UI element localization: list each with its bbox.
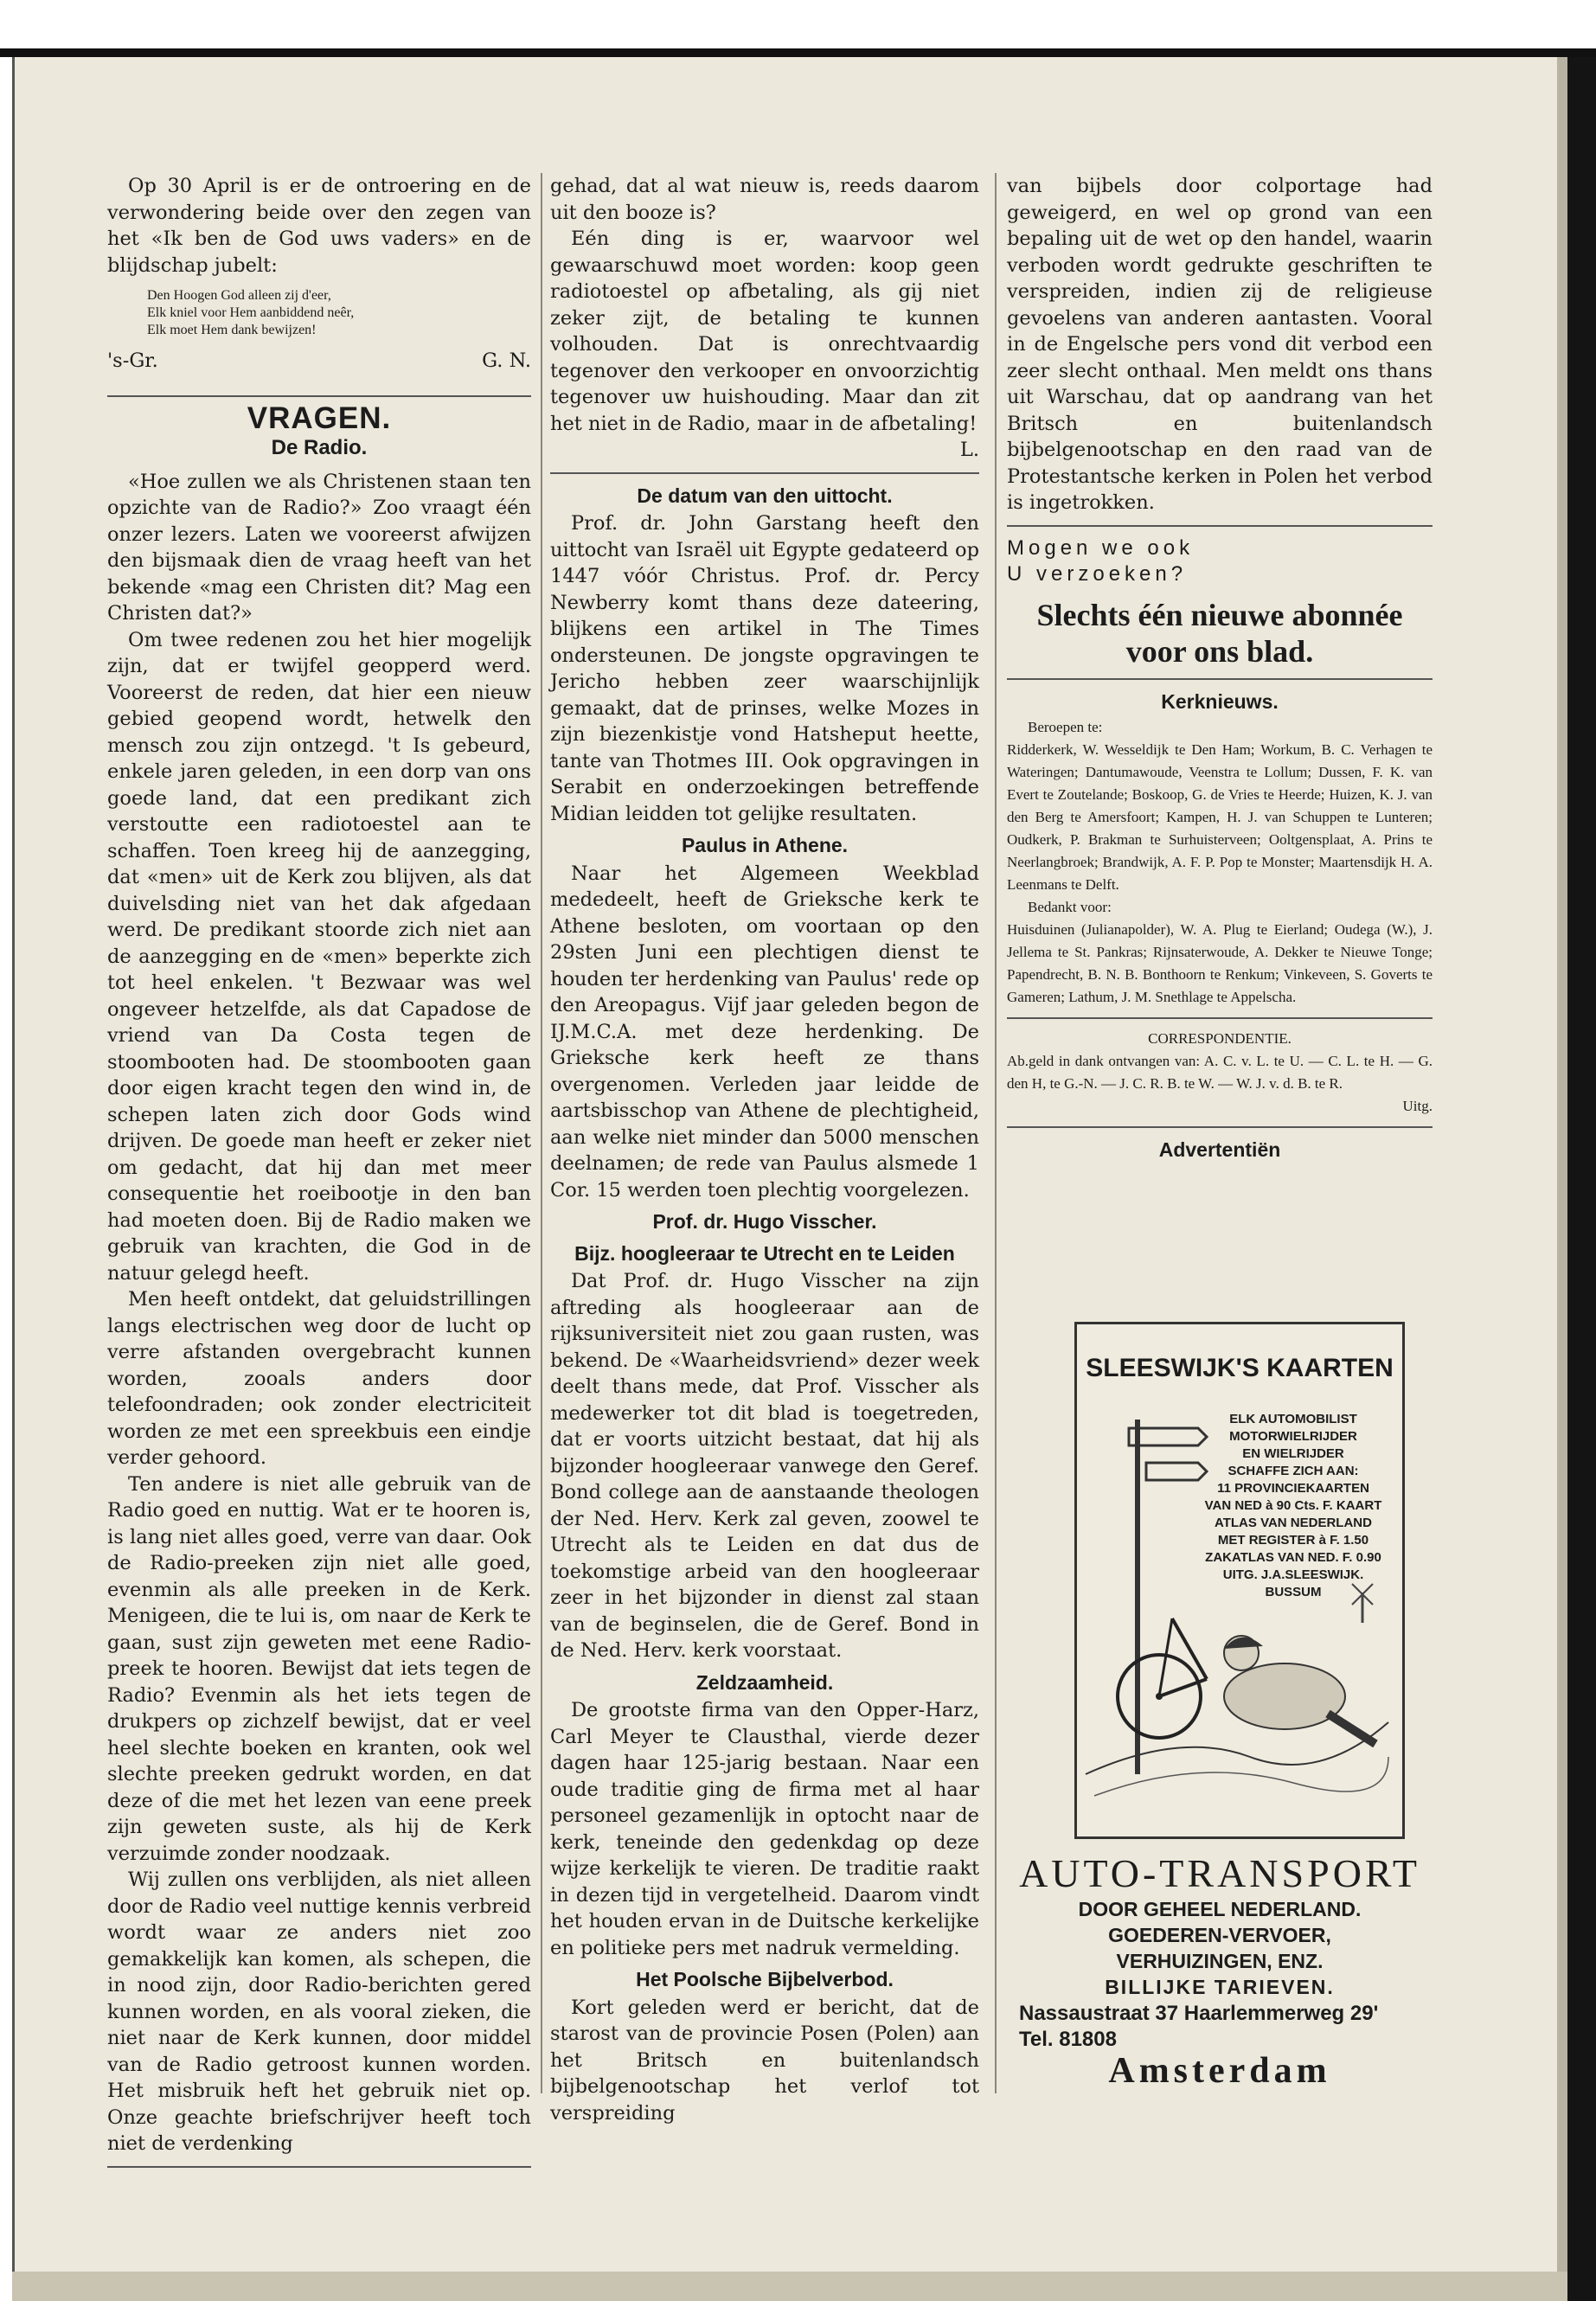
poem-line: Den Hoogen God alleen zij d'eer, (147, 288, 331, 303)
paragraph: Kort geleden werd er bericht, dat de starost van de provincie Posen (Polen) aan het Britsch en buitenlandsch bijbelgenootschap het verlof tot verspreiding (550, 1996, 979, 2125)
heading-kerknieuws: Kerknieuws. (1161, 689, 1279, 713)
intro-text: Op 30 April is er de ontroering en de verwondering beide over den zegen van het «Ik ben de God uws vaders» en de blijdschap jubelt: (107, 175, 531, 277)
paragraph: Eén ding is er, waarvoor wel gewaarschuwd moet worden: koop geen radiotoestel op afbetaling, als gij niet zeker zijt, de betaling te kunnen volhouden. Dat is onrechtvaardig tegenover den verkooper en onvoorzichtig tegenover uw huishouding. Maar dan zit het niet in de Radio, maar in de afbetaling! (550, 228, 979, 435)
paragraph: van bijbels door colportage had geweigerd, en wel op grond van een bepaling uit de wet op den handel, waarin verboden wordt gedrukte geschriften te verspreiden, indien zij de religieuse gevoelens van anderen aantasten. Vooral in de Engelsche pers vond dit verbod een zeer slecht onthaal. Men meldt ons thans uit Warschau, dat op aandrang van het Britsch en buitenlandsch bijbelgenootschap en den raad van de Protestantsche kerken in Polen het verbod is ingetrokken. (1007, 175, 1433, 514)
heading-prof: Prof. dr. Hugo Visscher. (652, 1210, 877, 1233)
heading-prof-sub: Bijz. hoogleeraar te Utrecht en te Leiden (574, 1241, 955, 1265)
ad-text-lines (1195, 1411, 1392, 1601)
divider (1007, 1126, 1433, 1128)
mogen-line-1: Mogen we ook (1007, 535, 1195, 560)
column-2 (550, 173, 979, 2126)
initials: G. N. (482, 349, 531, 372)
place: 's-Gr. (107, 349, 158, 372)
auto-line: DOOR GEHEEL NEDERLAND. (1078, 1898, 1362, 1920)
auto-address: Nassaustraat 37 Haarlemmerweg 29' (1019, 2002, 1379, 2025)
scan-top-border (0, 48, 1596, 57)
section-title-vragen: VRAGEN. (247, 401, 392, 435)
column-rule-2 (995, 173, 997, 2093)
column-rule-1 (541, 173, 542, 2093)
scan-background-top (0, 0, 1596, 52)
mogen-line-2: U verzoeken? (1007, 562, 1188, 586)
auto-title: AUTO-TRANSPORT (1019, 1851, 1420, 1895)
subtitle-radio: De Radio. (271, 436, 368, 459)
auto-line: GOEDEREN-VERVOER, (1108, 1924, 1331, 1946)
paragraph: «Hoe zullen we als Christenen staan ten opzichte van de Radio?» Zoo vraagt één onzer lezers. Laten we vooreerst afwijzen den bijsmaak dien de vraag heeft van het bekende «mag een Christen dit? Mag een Christen dat?» (107, 470, 531, 625)
divider (1007, 525, 1433, 527)
auto-phone: Tel. 81808 (1019, 2028, 1117, 2051)
beroepen-list: Ridderkerk, W. Wesseldijk te Den Ham; Workum, B. C. Verhagen te Wateringen; Dantumawoude, Veenstra te Lollum; Dussen, F. K. van Evert te Zoutelande; Boskoop, G. de Vries te Heerde; Huizen, K. J. van den Berg te Amersfoort; Kampen, H. J. van Schuppen te Lunteren; Oudkerk, P. Brakman te Surhuisterveen; Ooltgensplaat, A. Prins te Neerlangbroek; Brandwijk, A. F. P. Pop te Monster; Maartensdijk H. A. Leenmans te Delft. (1007, 741, 1433, 893)
ad-line: MET REGISTER à F. 1.50 (1217, 1533, 1369, 1548)
sleeswijk-advertisement (1074, 1322, 1405, 1839)
ad-title: SLEESWIJK'S KAARTEN (1086, 1354, 1394, 1382)
paragraph: gehad, dat al wat nieuw is, reeds daarom uit den booze is? (550, 175, 979, 224)
heading-correspondentie: CORRESPONDENTIE. (1148, 1030, 1292, 1047)
divider (1007, 1017, 1433, 1019)
heading-zeldzaamheid: Zeldzaamheid. (695, 1670, 834, 1694)
ad-line: ZAKATLAS VAN NED. F. 0.90 (1205, 1550, 1381, 1565)
scan-right-border (1567, 57, 1596, 2301)
poem-line: Elk kniel voor Hem aanbiddend neêr, (147, 305, 355, 320)
ad-line: EN WIELRIJDER (1242, 1446, 1344, 1461)
scan-bottom-strip (12, 2272, 1567, 2301)
kerknieuws-block (1007, 716, 1433, 1009)
auto-transport-advertisement (1007, 1851, 1433, 2090)
correspondentie-text: Ab.geld in dank ontvangen van: A. C. v. L. te U. — C. L. te H. — G. den H, te G.-N. — J. C. R. B. te W. — W. J. v. d. B. te R. (1007, 1053, 1433, 1092)
poem (147, 287, 531, 339)
ad-line: SCHAFFE ZICH AAN: (1227, 1464, 1359, 1478)
bedankt-label: Bedankt voor: (1028, 899, 1112, 915)
ad-line: ELK AUTOMOBILIST (1229, 1412, 1357, 1426)
paragraph: Wij zullen ons verblijden, als niet alleen door de Radio veel nuttige kennis verbreid wordt waar ze anders niet zoo gemakkelijk kan komen, als schepen, die in nood zijn, door Radio-berichten gered kunnen worden, en als vooral zieken, die niet naar de Kerk kunnen, door middel van de Radio getroost kunnen worden. Het misbruik heft het gebruik niet op. Onze geachte briefschrijver heeft toch niet de verdenking (107, 1868, 531, 2155)
paragraph: Prof. dr. John Garstang heeft den uittocht van Israël uit Egypte gedateerd op 1447 vóór Christus. Prof. dr. Percy Newberry komt thans deze dateering, blijkens een artikel in The Times ondersteunen. De jongste opgravingen te Jericho hebben zeer waarschijnlijk gemaakt, dat de prinses, welke Mozes in zijn biezenkistje vond Hatsheput heette, tante van Thotmes III. Ook opgravingen in Serabit en onderzoekingen betreffende Midian leidden tot gelijke resultaten. (550, 512, 979, 825)
heading-poolsche: Het Poolsche Bijbelverbod. (636, 1968, 894, 1990)
heading-advertenties: Advertentiën (1158, 1138, 1281, 1161)
auto-line: BILLIJKE TARIEVEN. (1105, 1976, 1335, 1998)
paragraph: Dat Prof. dr. Hugo Visscher na zijn aftreding als hoogleeraar aan de rijksuniversiteit niet zou gaan rusten, was bekend. De «Waarheidsvriend» dezer week deelt thans mede, dat Prof. Visscher als medewerker tot dit blad is toegetreden, dat er voorts uitzicht bestaat, dat hij als bijzonder hoogleeraar vanwege den Geref. Bond college aan de aanstaande theologen der Ned. Herv. Kerk zal geven, zoowel te Utrecht als te Leiden en dat dus de toekomstige arbeid van den hoogleeraar zeer in het bijzonder in dienst zal staan van de beginselen, die de Geref. Bond in de Ned. Herv. kerk voorstaat. (550, 1270, 979, 1662)
beroepen-label: Beroepen te: (1028, 719, 1103, 735)
auto-line: VERHUIZINGEN, ENZ. (1116, 1950, 1324, 1972)
auto-city: Amsterdam (1108, 2051, 1331, 2091)
column-1 (107, 173, 531, 2176)
divider (107, 395, 531, 397)
bedankt-list: Huisduinen (Julianapolder), W. A. Plug te Eierland; Oudega (W.), J. Jellema te St. Pankras; Rijnsaterwoude, A. Dekker te Nieuwe Tonge; Papendrecht, B. N. B. Bonthoorn te Renkum; Vinkeveen, S. Goverts te Gameren; Lathum, J. M. Snethlage te Appelscha. (1007, 921, 1433, 1005)
heading-paulus: Paulus in Athene. (681, 834, 849, 856)
ad-line: MOTORWIELRIJDER (1229, 1429, 1357, 1444)
ad-line: 11 PROVINCIEKAARTEN (1217, 1481, 1369, 1496)
signature: L. (959, 439, 979, 461)
divider (107, 2166, 531, 2168)
divider (1007, 678, 1433, 680)
column-3 (1007, 173, 1433, 1165)
poem-line: Elk moet Hem dank bewijzen! (147, 323, 317, 337)
signature-row (107, 348, 531, 375)
ad-line: VAN NED à 90 Cts. F. KAART (1204, 1498, 1382, 1513)
ad-line: UITG. J.A.SLEESWIJK. BUSSUM (1222, 1567, 1364, 1599)
paragraph: Om twee redenen zou het hier mogelijk zijn, dat er twijfel geopperd werd. Vooreerst de reden, dat hier een nieuw gebied geopend wordt, hetwelk den mensch zou zijn ontzegd. 't Is gebeurd, enkele jaren geleden, in een dorp van ons goede land, dat een predikant zich verstoutte een radiotoestel aan te schaffen. Toen kreeg hij de aanzegging, dat «men» uit de Kerk zou blijven, als dat duivelsding niet van het dak afgedaan werd. De predikant stoorde zich niet aan de aanzegging en de «men» beperkte zich tot heel enkelen. 't Bezwaar was wel ongeveer hetzelfde, als dat Capadose de vriend van Da Costa tegen de stoombooten had. De stoombooten gaan door eigen kracht tegen den wind in, de schepen laten zich door Gods wind drijven. De goede man heeft er zeker niet om gedacht, dat hij dan met meer consequentie het roeibootje in den ban had moeten doen. Bij de Radio maken we gebruik van krachten, die God in de natuur gelegd heeft. (107, 628, 531, 1285)
subscription-appeal: Slechts één nieuwe abonnée voor ons blad. (1036, 597, 1403, 669)
divider (550, 472, 979, 474)
ad-line: ATLAS VAN NEDERLAND (1215, 1516, 1372, 1530)
paragraph: Men heeft ontdekt, dat geluidstrillingen langs electrischen weg door de lucht op verre afstanden overgebracht kunnen worden, zooals anders door telefoondraden; ook zonder electriciteit worden ze met een spreekbuis een eindje verder gehoord. (107, 1288, 531, 1469)
paragraph: Naar het Algemeen Weekblad mededeelt, heeft de Grieksche kerk te Athene besloten, om voortaan op den 29sten Juni een plechtigen dienst te houden ter herdenking van Paulus' rede op den Areopagus. Vijf jaar geleden begon de IJ.M.C.A. met deze herdenking. De Grieksche kerk heeft ze thans overgenomen. Verleden jaar leidde de aartsbisschop van Athene de plechtigheid, aan welke niet minder dan 5000 menschen deelnamen; de rede van Paulus alsmede 1 Cor. 15 werden toen plechtig voorgelezen. (550, 862, 979, 1202)
paragraph: Ten andere is niet alle gebruik van de Radio goed en nuttig. Wat er te hooren is, is lang niet alles goed, verre van daar. Ook de Radio-preeken zijn niet alle goed, evenmin als alle preeken in de Kerk. Menigeen, die te lui is, om naar de Kerk te gaan, sust zijn geweten met eene Radio-preek te hooren. Bewijst dat iets tegen de Radio? Evenmin als het iets tegen de drukpers op zichzelf bewijst, dat er veel heel slechte boeken en kranten, ook wel slechte preeken gedrukt worden, en dat deze of die met het lezen van eene preek zijn geweten suste, als hij de Kerk verzuimde zonder noodzaak. (107, 1472, 531, 1865)
heading-datum: De datum van den uittocht. (637, 484, 893, 507)
correspondentie-signature: Uitg. (1402, 1098, 1433, 1114)
paragraph: De grootste firma van den Opper-Harz, Carl Meyer te Clausthal, vierde dezer dagen haar 125-jarig bestaan. Naar een oude traditie ging de firma met al haar personeel gezamenlijk in optocht naar de kerk, teneinde den gedenkdag op deze wijze kerkelijk te vieren. De traditie raakt in dezen tijd in vergetelheid. Daarom vindt het houden ervan in de Duitsche kerkelijke en politieke pers met nadruk vermelding. (550, 1699, 979, 1959)
page-edge (1557, 57, 1567, 2272)
